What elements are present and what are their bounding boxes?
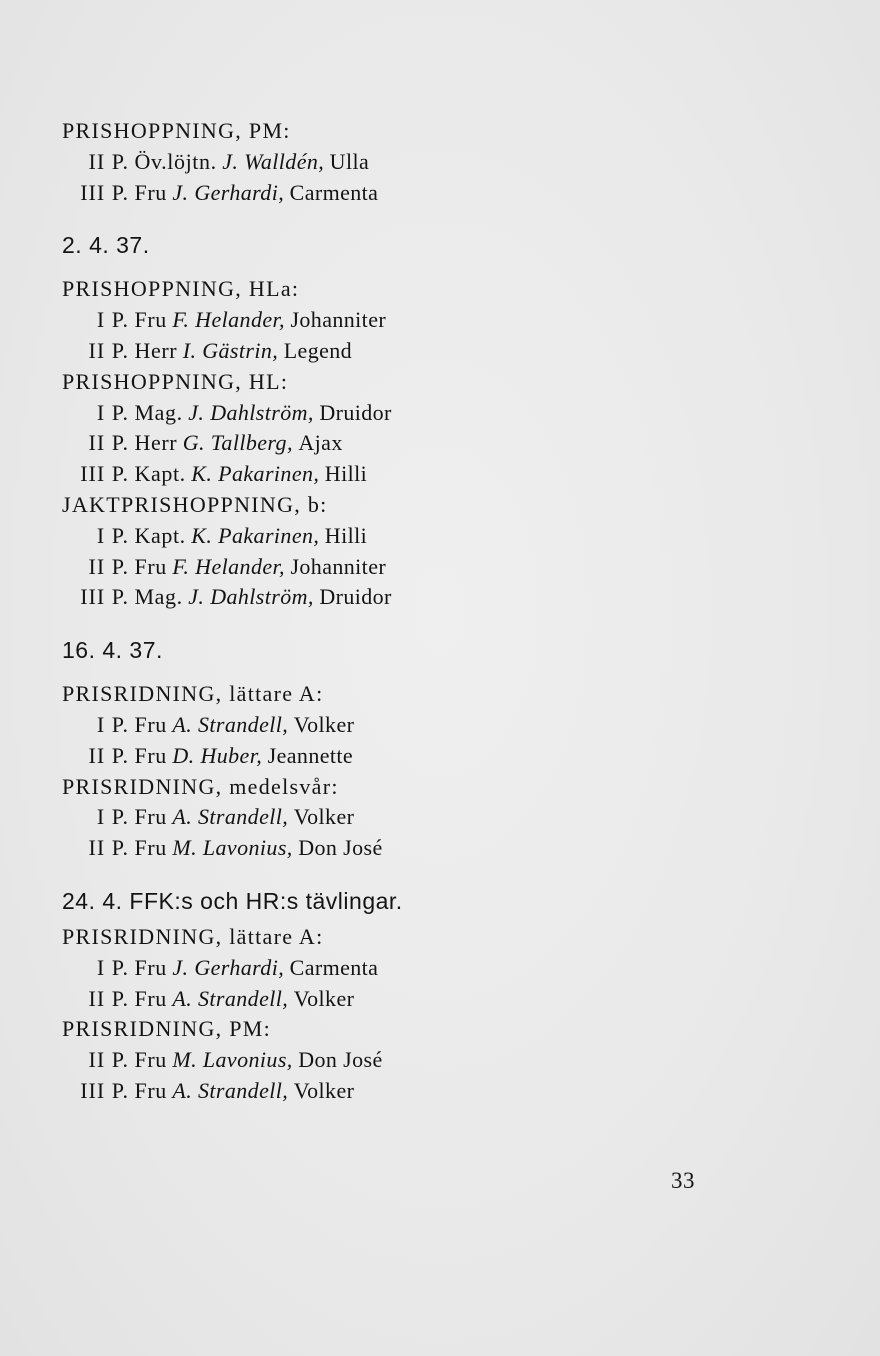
placement: I P. — [96, 954, 129, 980]
result-entry — [62, 147, 762, 178]
result-entry — [62, 984, 762, 1015]
placement: II P. — [88, 553, 129, 579]
rider-title: Fru — [134, 179, 167, 205]
result-entry — [62, 459, 762, 490]
rider-title: Fru — [134, 985, 167, 1011]
horse-name: Carmenta — [289, 179, 379, 205]
rider-title: Kapt. — [134, 522, 186, 548]
rider-title: Herr — [134, 337, 178, 363]
rider-name: G. Tallberg, — [182, 430, 293, 456]
placement: II P. — [88, 1047, 129, 1073]
horse-name: Don José — [298, 1047, 383, 1073]
rider-name: K. Pakarinen, — [191, 461, 320, 487]
horse-name: Jeannette — [267, 742, 354, 768]
rider-title: Fru — [134, 711, 167, 737]
horse-name: Volker — [293, 1077, 355, 1103]
rider-title: Fru — [134, 954, 167, 980]
rider-title: Fru — [134, 553, 167, 579]
section-heading: PRISRIDNING, lättare A: — [62, 923, 324, 949]
rider-title: Kapt. — [134, 461, 186, 487]
result-entry — [62, 582, 762, 613]
event-date: 2. 4. 37. — [62, 232, 150, 259]
result-entry — [62, 1076, 762, 1107]
result-entry — [62, 428, 762, 459]
rider-name: J. Gerhardi, — [172, 179, 285, 205]
rider-name: F. Helander, — [172, 553, 285, 579]
result-entry — [62, 741, 762, 772]
rider-name: F. Helander, — [172, 307, 285, 333]
horse-name: Druidor — [319, 584, 392, 610]
spacer — [62, 208, 762, 228]
horse-name: Volker — [293, 804, 355, 830]
placement: II P. — [88, 337, 129, 363]
rider-name: A. Strandell, — [172, 1077, 289, 1103]
spacer — [62, 864, 762, 884]
section-heading: PRISRIDNING, PM: — [62, 1016, 272, 1042]
horse-name: Hilli — [324, 461, 368, 487]
rider-name: A. Strandell, — [172, 711, 289, 737]
rider-name: M. Lavonius, — [172, 835, 293, 861]
results-list — [62, 116, 762, 1107]
horse-name: Legend — [283, 337, 353, 363]
rider-name: M. Lavonius, — [172, 1047, 293, 1073]
rider-title: Mag. — [134, 399, 183, 425]
result-entry — [62, 178, 762, 209]
rider-title: Fru — [134, 307, 167, 333]
horse-name: Carmenta — [289, 954, 379, 980]
horse-name: Don José — [298, 835, 383, 861]
result-entry — [62, 1045, 762, 1076]
rider-name: J. Gerhardi, — [172, 954, 285, 980]
rider-name: J. Walldén, — [222, 148, 325, 174]
horse-name: Ulla — [329, 148, 370, 174]
result-entry — [62, 398, 762, 429]
rider-title: Fru — [134, 835, 167, 861]
placement: II P. — [88, 985, 129, 1011]
rider-name: J. Dahlström, — [188, 584, 314, 610]
placement: III P. — [80, 584, 129, 610]
spacer — [62, 262, 762, 274]
rider-name: A. Strandell, — [172, 985, 289, 1011]
result-entry — [62, 802, 762, 833]
horse-name: Druidor — [319, 399, 392, 425]
horse-name: Ajax — [298, 430, 343, 456]
section-heading: PRISHOPPNING, HL: — [62, 368, 289, 394]
horse-name: Hilli — [324, 522, 368, 548]
rider-title: Fru — [134, 1047, 167, 1073]
horse-name: Volker — [293, 711, 355, 737]
placement: I P. — [96, 711, 129, 737]
spacer — [62, 613, 762, 633]
result-entry — [62, 305, 762, 336]
section-heading: JAKTPRISHOPPNING, b: — [62, 491, 328, 517]
result-entry — [62, 336, 762, 367]
horse-name: Volker — [293, 985, 355, 1011]
section-heading: PRISRIDNING, medelsvår: — [62, 773, 339, 799]
horse-name: Johanniter — [290, 553, 387, 579]
event-date: 16. 4. 37. — [62, 637, 163, 664]
event-date: 24. 4. FFK:s och HR:s tävlingar. — [62, 887, 403, 914]
placement: I P. — [96, 522, 129, 548]
horse-name: Johanniter — [290, 307, 387, 333]
placement: III P. — [80, 461, 129, 487]
placement: II P. — [88, 148, 129, 174]
result-entry — [62, 833, 762, 864]
section-heading: PRISHOPPNING, PM: — [62, 118, 291, 143]
placement: III P. — [80, 1077, 129, 1103]
rider-title: Fru — [134, 742, 167, 768]
spacer — [62, 667, 762, 679]
rider-title: Mag. — [134, 584, 183, 610]
rider-title: Öv.löjtn. — [134, 148, 217, 174]
rider-name: D. Huber, — [172, 742, 263, 768]
rider-title: Fru — [134, 804, 167, 830]
placement: II P. — [88, 742, 129, 768]
section-heading: PRISHOPPNING, HLa: — [62, 276, 300, 302]
result-entry — [62, 521, 762, 552]
placement: I P. — [96, 399, 129, 425]
placement: I P. — [96, 307, 129, 333]
rider-title: Herr — [134, 430, 178, 456]
placement: I P. — [96, 804, 129, 830]
page-number: 33 — [671, 1168, 695, 1193]
result-entry — [62, 552, 762, 583]
result-entry — [62, 953, 762, 984]
rider-name: K. Pakarinen, — [191, 522, 320, 548]
rider-title: Fru — [134, 1077, 167, 1103]
section-heading: PRISRIDNING, lättare A: — [62, 681, 324, 707]
result-entry — [62, 710, 762, 741]
placement: II P. — [88, 835, 129, 861]
rider-name: I. Gästrin, — [182, 337, 279, 363]
placement: II P. — [88, 430, 129, 456]
rider-name: A. Strandell, — [172, 804, 289, 830]
placement: III P. — [80, 179, 129, 205]
rider-name: J. Dahlström, — [188, 399, 314, 425]
